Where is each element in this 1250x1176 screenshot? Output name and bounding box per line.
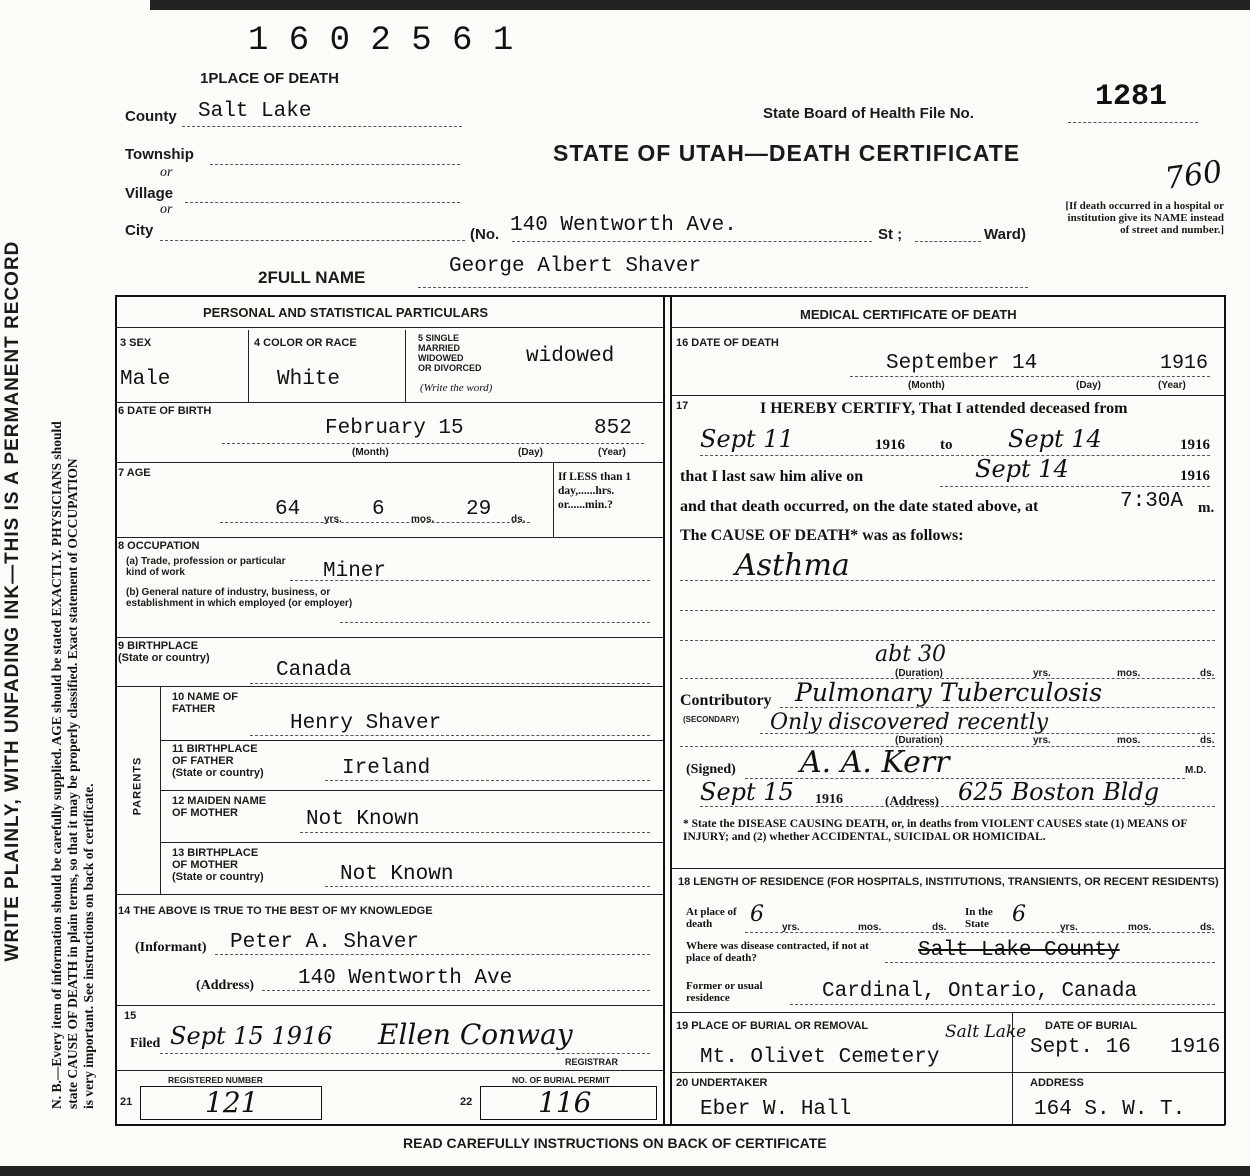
former-residence-value: Cardinal, Ontario, Canada: [822, 980, 1138, 1003]
burial-city: Salt Lake: [945, 1022, 1027, 1042]
burial-permit-value: 116: [538, 1086, 592, 1119]
date-of-death-label: 16 DATE OF DEATH: [676, 337, 779, 349]
at-place-yrs: yrs.: [782, 922, 800, 933]
mother-birthplace-value: Not Known: [340, 863, 454, 886]
contracted-value: Salt Lake County: [918, 939, 1120, 962]
or-1: or: [160, 165, 173, 180]
township-label: Township: [125, 146, 194, 163]
permanent-record-warning: WRITE PLAINLY, WITH UNFADING INK—THIS IS A PERMANENT RECORD: [2, 240, 23, 962]
in-state-mos: mos.: [1128, 922, 1152, 933]
corner-note: 760: [1162, 154, 1225, 197]
duration-ds: ds.: [1200, 668, 1215, 679]
parents-label: PARENTS: [131, 756, 144, 816]
village-label: Village: [125, 185, 174, 202]
contracted-label: Where was disease contracted, if not at place of death?: [686, 940, 869, 964]
cause-of-death-text: The CAUSE OF DEATH* was as follows:: [680, 527, 964, 544]
county-label: County: [125, 108, 177, 125]
to-label: to: [940, 437, 953, 453]
informant-address-label: (Address): [196, 978, 255, 993]
burial-date-label: DATE OF BURIAL: [1045, 1020, 1138, 1032]
former-residence-label: Former or usual residence: [686, 980, 763, 1004]
note-line-3: is very important. See instructions on back of certificate.: [81, 783, 96, 1109]
contributory-value: Pulmonary Tuberculosis: [795, 678, 1103, 707]
dob-label: 6 DATE OF BIRTH: [118, 405, 212, 417]
full-name: George Albert Shaver: [449, 255, 702, 278]
signed-year: 1916: [815, 792, 843, 807]
burial-place-value: Mt. Olivet Cemetery: [700, 1046, 940, 1069]
sex-label: 3 SEX: [120, 337, 152, 349]
registered-number-value: 121: [205, 1086, 259, 1119]
at-place-mos: mos.: [858, 922, 882, 933]
death-year: 1916: [1160, 352, 1209, 375]
personal-section-title: PERSONAL AND STATISTICAL PARTICULARS: [203, 305, 489, 320]
undertaker-value: Eber W. Hall: [700, 1098, 852, 1121]
burial-year: 1916: [1170, 1036, 1221, 1059]
marital-value: widowed: [526, 345, 615, 368]
street-address: 140 Wentworth Ave.: [510, 214, 737, 237]
sex-value: Male: [120, 368, 171, 391]
last-saw-date: Sept 14: [975, 455, 1069, 483]
age-ds-caption: ds.: [511, 514, 526, 525]
dod-year-caption: (Year): [1158, 380, 1186, 391]
age-yrs-caption: yrs.: [324, 514, 342, 525]
full-name-label: 2FULL NAME: [258, 268, 366, 287]
marital-note: (Write the word): [420, 382, 493, 394]
duration-label: (Duration): [895, 668, 943, 679]
informant-address-value: 140 Wentworth Ave: [298, 967, 513, 990]
attended-to-year: 1916: [1180, 437, 1210, 453]
file-number: 1281: [1095, 80, 1168, 114]
undertaker-address-value: 164 S. W. T.: [1034, 1098, 1186, 1121]
at-place-label: At place of death: [686, 906, 737, 930]
duration-ds-2: ds.: [1200, 735, 1215, 746]
dob-day-caption: (Day): [518, 447, 544, 458]
bottom-edge: [0, 1166, 1250, 1176]
signer-address-label: (Address): [885, 793, 939, 808]
in-state-years: 6: [1012, 902, 1026, 927]
filed-number: 15: [124, 1010, 137, 1022]
st-label: St ;: [878, 226, 903, 243]
certify-number: 17: [676, 400, 689, 412]
medical-section-title: MEDICAL CERTIFICATE OF DEATH: [800, 307, 1017, 322]
signed-date: Sept 15: [700, 778, 794, 806]
true-statement-label: 14 THE ABOVE IS TRUE TO THE BEST OF MY KNOWLEDGE: [118, 905, 433, 917]
duration-yrs: yrs.: [1033, 668, 1051, 679]
permit-box-number: 22: [460, 1096, 473, 1108]
marital-label: 5 SINGLE MARRIED WIDOWED OR DIVORCED: [418, 333, 482, 373]
secondary-label: (SECONDARY): [683, 715, 740, 724]
dob-month-caption: (Month): [352, 447, 389, 458]
contributory-value-2: Only discovered recently: [770, 710, 1049, 735]
mother-name-value: Not Known: [306, 808, 420, 831]
note-line-1: N. B.—Every item of information should be carefully supplied. AGE should be stated EXACTLY. PHYSICIANS should: [49, 421, 64, 1109]
county-value: Salt Lake: [198, 100, 312, 123]
registered-box-number: 21: [120, 1096, 133, 1108]
contributory-label: Contributory: [680, 692, 772, 709]
burial-place-label: 19 PLACE OF BURIAL OR REMOVAL: [676, 1020, 869, 1032]
hospital-note: [If death occurred in a hospital or institution give its NAME instead of street and number.]: [1065, 200, 1224, 236]
cause-footnote: * State the DISEASE CAUSING DEATH, or, in deaths from VIOLENT CAUSES state (1) MEANS OF INJURY; and (2) whether ACCIDENTAL, SUICIDAL OR HOMICIDAL.: [683, 818, 1188, 843]
duration-mos-2: mos.: [1117, 735, 1141, 746]
ward-label: Ward): [984, 226, 1026, 243]
cause-of-death-value: Asthma: [735, 548, 850, 583]
mother-birthplace-label: 13 BIRTHPLACE OF MOTHER (State or country): [172, 847, 264, 883]
registrar-signature: Ellen Conway: [378, 1018, 573, 1051]
undertaker-label: 20 UNDERTAKER: [676, 1077, 768, 1089]
note-line-2: state CAUSE OF DEATH in plain terms, so that it may be properly classified. Exact statement of OCCUPATION: [65, 458, 80, 1109]
age-label: 7 AGE: [118, 467, 151, 479]
attended-from-year: 1916: [875, 437, 905, 453]
informant-value: Peter A. Shaver: [230, 931, 420, 954]
in-state-yrs: yrs.: [1060, 922, 1078, 933]
certify-text: I HEREBY CERTIFY, That I attended deceased from: [760, 400, 1128, 417]
last-saw-text: that I last saw him alive on: [680, 468, 864, 485]
time-of-death: 7:30A: [1120, 490, 1184, 513]
occupation-b-label: (b) General nature of industry, business, or establishment in which employed (or employer): [126, 587, 353, 609]
time-m-label: m.: [1198, 500, 1215, 516]
age-mos-caption: mos.: [411, 514, 435, 525]
last-saw-year: 1916: [1180, 468, 1210, 484]
age-days: 29: [466, 498, 492, 521]
occupation-value: Miner: [323, 560, 387, 583]
less-than-note: If LESS than 1 day,......hrs. or......min.?: [558, 471, 632, 511]
age-months: 6: [372, 498, 385, 521]
or-2: or: [160, 202, 173, 217]
signed-label: (Signed): [686, 762, 736, 777]
age-years: 64: [275, 498, 301, 521]
board-file-label: State Board of Health File No.: [763, 105, 974, 122]
occupation-a-label: (a) Trade, profession or particular kind of work: [126, 556, 286, 578]
physician-signature: A. A. Kerr: [800, 745, 950, 780]
informant-label: (Informant): [135, 940, 207, 955]
place-of-death-label: 1PLACE OF DEATH: [200, 70, 339, 87]
stamp-number: 1 6 0 2 5 6 1: [248, 22, 514, 60]
street-no-label: (No.: [470, 226, 500, 243]
at-place-ds: ds.: [932, 922, 947, 933]
burial-date-value: Sept. 16: [1030, 1036, 1131, 1059]
undertaker-address-label: ADDRESS: [1030, 1077, 1084, 1089]
filed-label: Filed: [130, 1036, 161, 1051]
instructions-note: [49, 59, 97, 1109]
father-birthplace-value: Ireland: [342, 757, 431, 780]
certificate-title: STATE OF UTAH—DEATH CERTIFICATE: [553, 140, 1021, 166]
dob-year-caption: (Year): [598, 447, 626, 458]
signer-address-value: 625 Boston Bldg: [958, 778, 1160, 806]
dob-year: 852: [594, 417, 632, 440]
attended-from-date: Sept 11: [700, 425, 794, 453]
dod-day-caption: (Day): [1076, 380, 1102, 391]
duration-label-2: (Duration): [895, 735, 943, 746]
occurred-text: and that death occurred, on the date stated above, at: [680, 498, 1039, 515]
md-label: M.D.: [1185, 765, 1207, 776]
duration-value: abt 30: [875, 642, 947, 667]
occupation-label: 8 OCCUPATION: [118, 540, 200, 552]
dob-month-day: February 15: [325, 417, 464, 440]
date-of-death-value: September 14: [886, 352, 1038, 375]
father-birthplace-label: 11 BIRTHPLACE OF FATHER (State or country): [172, 743, 264, 779]
in-state-label: In the State: [965, 906, 993, 930]
attended-to-date: Sept 14: [1008, 425, 1102, 453]
color-value: White: [277, 368, 341, 391]
registrar-label: REGISTRAR: [565, 1057, 619, 1067]
top-bar: [150, 0, 1250, 10]
father-value: Henry Shaver: [290, 712, 442, 735]
registered-number-label: REGISTERED NUMBER: [168, 1075, 263, 1085]
mother-name-label: 12 MAIDEN NAME OF MOTHER: [172, 795, 267, 819]
dod-month-caption: (Month): [908, 380, 945, 391]
burial-permit-label: NO. OF BURIAL PERMIT: [512, 1075, 611, 1085]
footer-instructions: READ CAREFULLY INSTRUCTIONS ON BACK OF CERTIFICATE: [403, 1135, 827, 1151]
birthplace-value: Canada: [276, 659, 352, 682]
city-label: City: [125, 222, 154, 239]
father-label: 10 NAME OF FATHER: [172, 691, 239, 715]
duration-yrs-2: yrs.: [1033, 735, 1051, 746]
color-label: 4 COLOR OR RACE: [254, 337, 357, 349]
birthplace-label: 9 BIRTHPLACE (State or country): [118, 640, 210, 664]
residence-label: 18 LENGTH OF RESIDENCE (FOR HOSPITALS, INSTITUTIONS, TRANSIENTS, OR RECENT RESIDENTS): [678, 876, 1219, 888]
duration-mos: mos.: [1117, 668, 1141, 679]
in-state-ds: ds.: [1200, 922, 1215, 933]
filed-date: Sept 15 1916: [170, 1022, 333, 1050]
at-place-years: 6: [750, 902, 764, 927]
